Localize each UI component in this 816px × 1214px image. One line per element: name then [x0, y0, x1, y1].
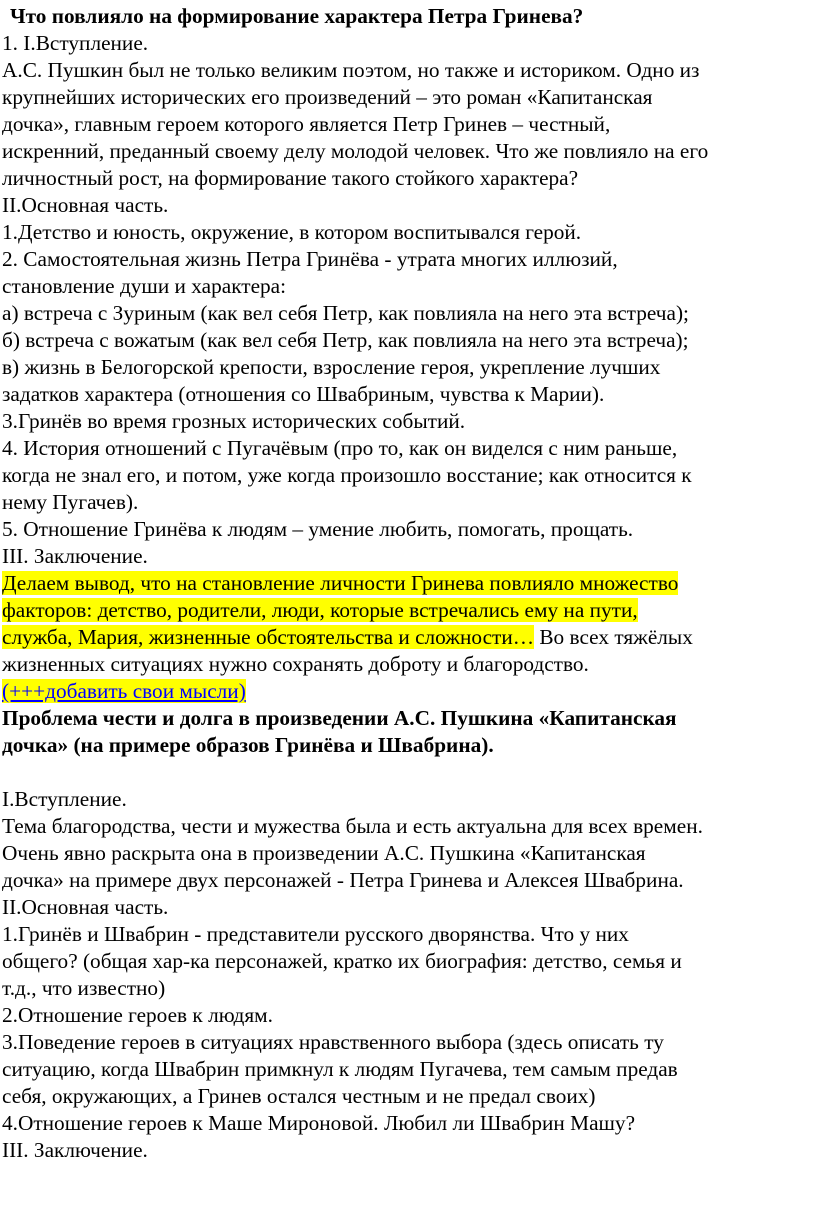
essay2-title: дочка» (на примере образов Гринёва и Швабрина).	[2, 733, 494, 757]
essay1-title: Что повлияло на формирование характера Петра Гринева?	[10, 4, 584, 28]
essay1-line: а) встреча с Зуриным (как вел себя Петр, как повлияла на него эта встреча);	[2, 301, 689, 325]
essay2-title: Проблема чести и долга в произведении А.С. Пушкина «Капитанская	[2, 706, 677, 730]
essay1-line: в) жизнь в Белогорской крепости, взросление героя, укрепление лучших	[2, 355, 661, 379]
essay2-line: дочка» на примере двух персонажей - Петра Гринева и Алексея Швабрина.	[2, 868, 684, 892]
essay2-line: Очень явно раскрыта она в произведении А.С. Пушкина «Капитанская	[2, 841, 646, 865]
highlighted-conclusion-text: Делаем вывод, что на становление личности Гринева повлияло множество	[2, 571, 679, 595]
conclusion-line: жизненных ситуациях нужно сохранять доброту и благородство.	[2, 652, 589, 676]
highlighted-conclusion-text: служба, Мария, жизненные обстоятельства и сложности…	[2, 625, 535, 649]
essay2-line: себя, окружающих, а Гринев остался честным и не предал своих)	[2, 1084, 596, 1108]
conclusion-line	[2, 624, 816, 651]
essay1-line: 3.Гринёв во время грозных исторических событий.	[2, 409, 466, 433]
conclusion-text: Во всех тяжёлых	[534, 625, 693, 649]
essay2-line: 2.Отношение героев к людям.	[2, 1003, 273, 1027]
essay2-line: III. Заключение.	[2, 1138, 148, 1162]
add-thoughts-link[interactable]: (+++добавить свои мысли)	[2, 679, 246, 703]
essay1-line: становление души и характера:	[2, 274, 287, 298]
essay2-line: ситуацию, когда Швабрин примкнул к людям Пугачева, тем самым предав	[2, 1057, 678, 1081]
essay1-line: б) встреча с вожатым (как вел себя Петр, как повлияла на него эта встреча);	[2, 328, 689, 352]
highlighted-conclusion-text: факторов: детство, родители, люди, которые встречались ему на пути,	[2, 598, 638, 622]
essay1-line: искренний, преданный своему делу молодой человек. Что же повлияло на его	[2, 139, 709, 163]
essay1-line: А.С. Пушкин был не только великим поэтом, но также и историком. Одно из	[2, 58, 700, 82]
essay1-line: 4. История отношений с Пугачёвым (про то, как он виделся с ним раньше,	[2, 436, 678, 460]
essay1-line: 2. Самостоятельная жизнь Петра Гринёва - утрата многих иллюзий,	[2, 247, 618, 271]
essay1-line: крупнейших исторических его произведений – это роман «Капитанская	[2, 85, 653, 109]
essay2-line: Тема благородства, чести и мужества была и есть актуальна для всех времен.	[2, 814, 703, 838]
essay1-line: 1. I.Вступление.	[2, 31, 149, 55]
essay2-line: 3.Поведение героев в ситуациях нравственного выбора (здесь описать ту	[2, 1030, 664, 1054]
essay2-line: 1.Гринёв и Швабрин - представители русского дворянства. Что у них	[2, 922, 629, 946]
essay1-line: задатков характера (отношения со Швабриным, чувства к Марии).	[2, 382, 605, 406]
essay2-line: т.д., что известно)	[2, 976, 166, 1000]
essay1-line: нему Пугачев).	[2, 490, 139, 514]
conclusion-line	[2, 597, 816, 624]
essay1-line: 1.Детство и юность, окружение, в котором воспитывался герой.	[2, 220, 582, 244]
essay1-line: когда не знал его, и потом, уже когда произошло восстание; как относится к	[2, 463, 692, 487]
add-thoughts-row	[2, 678, 816, 705]
conclusion-line	[2, 570, 816, 597]
essay2-line: общего? (общая хар-ка персонажей, кратко их биография: детство, семья и	[2, 949, 682, 973]
essay2-line: II.Основная часть.	[2, 895, 169, 919]
essay1-line: личностный рост, на формирование такого стойкого характера?	[2, 166, 579, 190]
essay1-line: II.Основная часть.	[2, 193, 169, 217]
essay2-line: 4.Отношение героев к Маше Мироновой. Любил ли Швабрин Машу?	[2, 1111, 636, 1135]
essay1-line: дочка», главным героем которого является Петр Гринев – честный,	[2, 112, 611, 136]
blank-line	[2, 759, 816, 786]
essay2-line: I.Вступление.	[2, 787, 127, 811]
essay1-line: 5. Отношение Гринёва к людям – умение любить, помогать, прощать.	[2, 517, 634, 541]
essay1-line: III. Заключение.	[2, 544, 148, 568]
